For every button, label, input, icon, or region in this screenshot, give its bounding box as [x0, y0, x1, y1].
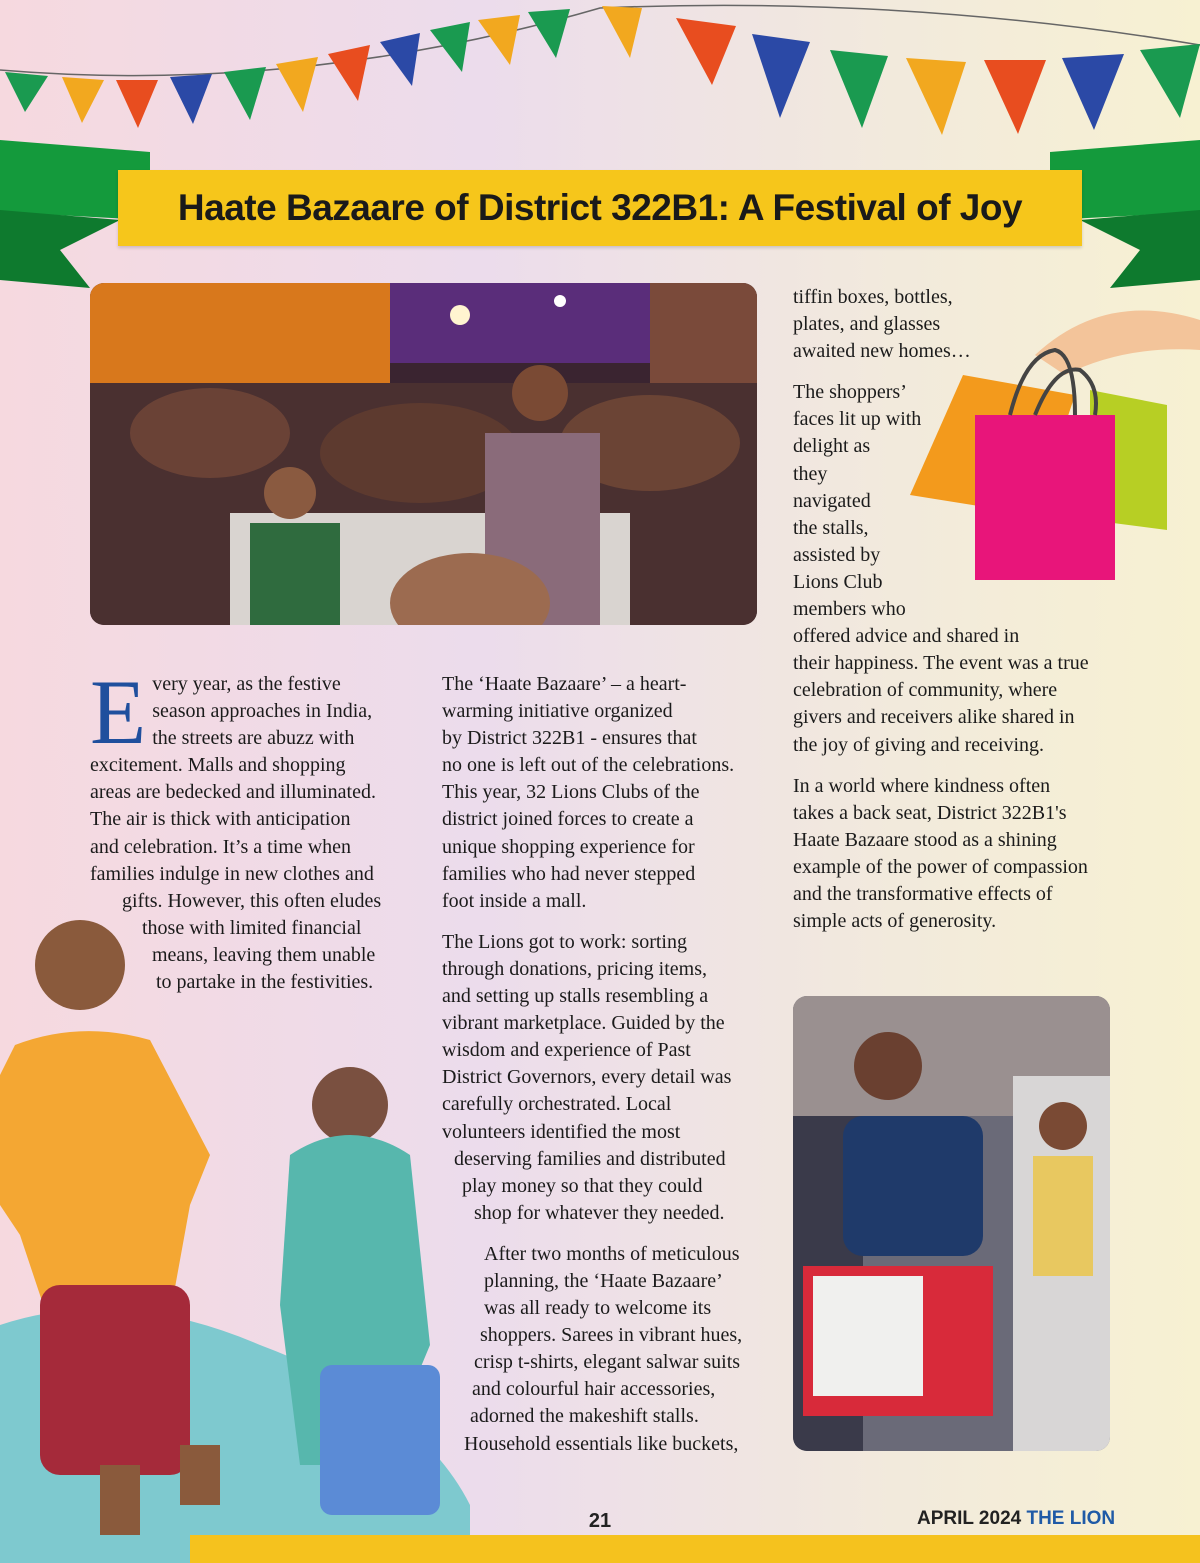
text-line: and celebration. It’s a time when [90, 835, 352, 858]
text-line: they [793, 462, 828, 485]
text-line: no one is left out of the celebrations. [442, 754, 735, 777]
paragraph [793, 773, 1123, 936]
text-line: adorned the makeshift stalls. [470, 1405, 699, 1428]
text-line: to partake in the festivities. [156, 971, 374, 994]
text-line: and colourful hair accessories, [472, 1378, 716, 1401]
text-line: the stalls, [793, 516, 869, 539]
text-line: Lions Club [793, 570, 883, 593]
text-line: was all ready to welcome its [484, 1297, 712, 1320]
text-line: Haate Bazaare stood as a shining [793, 828, 1057, 851]
text-line: carefully orchestrated. Local [442, 1093, 672, 1116]
text-line: families who had never stepped [442, 862, 696, 885]
text-line: navigated [793, 489, 871, 512]
magazine-name: THE LION [1026, 1508, 1116, 1529]
title-banner [118, 170, 1082, 246]
paragraph [442, 929, 762, 1227]
text-line: givers and receivers alike shared in [793, 706, 1075, 729]
text-line: The ‘Haate Bazaare’ – a heart- [442, 673, 687, 695]
text-line: excitement. Malls and shopping [90, 754, 346, 777]
text-line: assisted by [793, 543, 881, 566]
text-line: District Governors, every detail was [442, 1066, 732, 1089]
column-3 [793, 284, 1123, 949]
drop-cap: E [90, 661, 147, 763]
text-line: by District 322B1 - ensures that [442, 727, 697, 750]
text-line: gifts. However, this often eludes [122, 889, 382, 912]
paragraph [442, 1241, 762, 1458]
text-line: volunteers identified the most [442, 1120, 681, 1143]
text-line: crisp t-shirts, elegant salwar suits [474, 1351, 741, 1374]
text-line: and setting up stalls resembling a [442, 985, 709, 1008]
text-line: through donations, pricing items, [442, 957, 707, 980]
footer-bar [190, 1535, 1200, 1563]
text-line: deserving families and distributed [454, 1147, 726, 1170]
page-title: Haate Bazaare of District 322B1: A Festival of Joy [177, 187, 1023, 228]
beneficiaries-photo [0, 905, 470, 1563]
text-line: The Lions got to work: sorting [442, 930, 687, 953]
text-line: The shoppers’ [793, 381, 907, 404]
page-number: 21 [588, 1510, 612, 1532]
text-line: vibrant marketplace. Guided by the [442, 1012, 725, 1035]
paragraph [442, 671, 762, 915]
text-line: very year, as the festive [152, 673, 341, 695]
text-line: play money so that they could [462, 1174, 703, 1197]
text-line: those with limited financial [142, 916, 362, 939]
text-line: warming initiative organized [442, 700, 673, 723]
text-line: season approaches in India, [152, 700, 373, 723]
text-line: areas are bedecked and illuminated. [90, 781, 376, 804]
text-line: takes a back seat, District 322B1's [793, 801, 1067, 824]
child-photo [793, 996, 1110, 1451]
text-line: In a world where kindness often [793, 774, 1051, 797]
text-line: district joined forces to create a [442, 808, 694, 831]
text-line: This year, 32 Lions Clubs of the [442, 781, 700, 804]
text-line: and the transformative effects of [793, 882, 1053, 905]
text-line: delight as [793, 435, 871, 458]
text-line: shoppers. Sarees in vibrant hues, [480, 1324, 743, 1347]
text-line: After two months of meticulous [484, 1242, 740, 1265]
text-line: planning, the ‘Haate Bazaare’ [484, 1269, 723, 1292]
text-line: their happiness. The event was a true [793, 652, 1089, 675]
text-line: foot inside a mall. [442, 889, 587, 912]
text-line: awaited new homes… [793, 340, 971, 363]
text-line: simple acts of generosity. [793, 910, 997, 933]
text-line: wisdom and experience of Past [442, 1039, 691, 1062]
text-line: offered advice and shared in [793, 625, 1020, 648]
text-line: celebration of community, where [793, 679, 1058, 702]
text-line: means, leaving them unable [152, 943, 376, 966]
text-line: members who [793, 598, 906, 621]
text-line: plates, and glasses [793, 313, 941, 336]
issue-label [917, 1508, 1115, 1530]
text-line: unique shopping experience for [442, 835, 695, 858]
text-line: example of the power of compassion [793, 855, 1088, 878]
text-line: The air is thick with anticipation [90, 808, 351, 831]
column-2 [442, 671, 762, 1472]
text-line: Household essentials like buckets, [464, 1432, 739, 1455]
text-line: shop for whatever they needed. [474, 1201, 725, 1224]
paragraph [793, 379, 1123, 758]
text-line: the joy of giving and receiving. [793, 733, 1045, 756]
text-line: families indulge in new clothes and [90, 862, 374, 885]
text-line: the streets are abuzz with [152, 727, 355, 750]
text-line: faces lit up with [793, 408, 922, 431]
text-line: tiffin boxes, bottles, [793, 286, 953, 308]
paragraph [793, 284, 1123, 365]
issue-date: APRIL 2024 [917, 1508, 1022, 1529]
crowd-photo [90, 283, 757, 625]
